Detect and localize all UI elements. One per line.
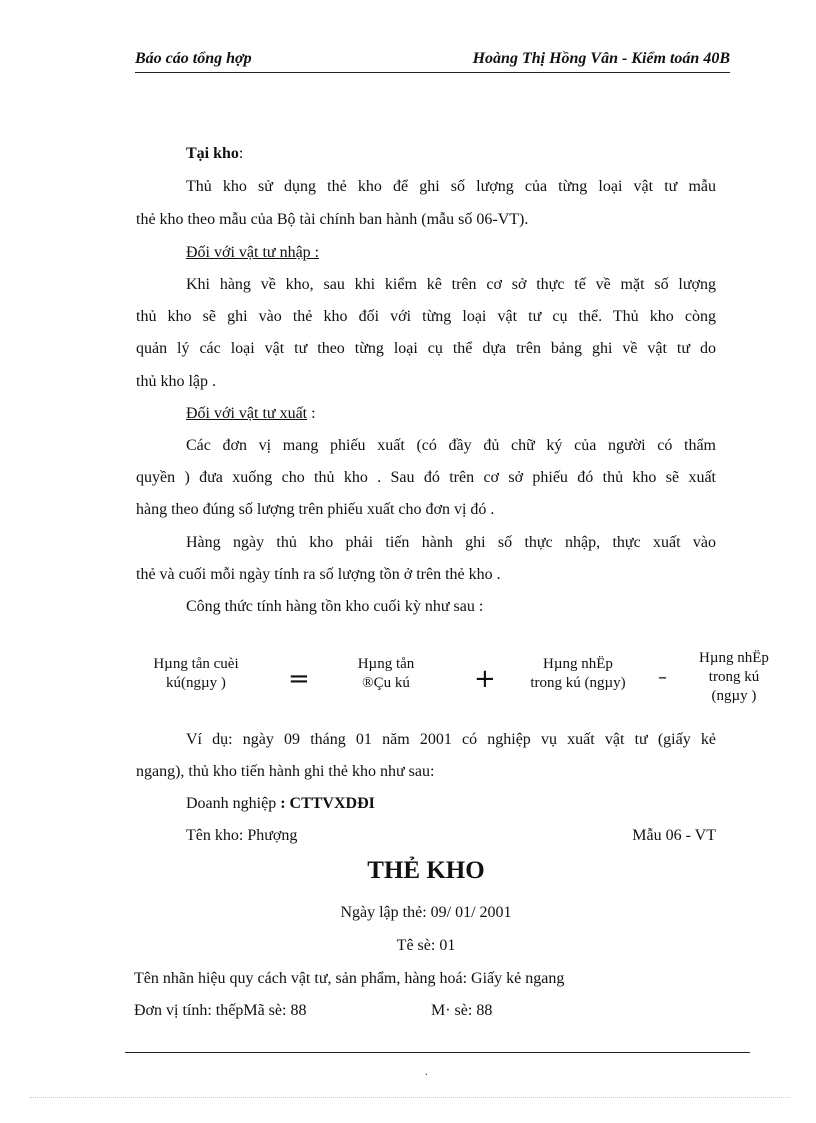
paragraph-line: thủ kho sẽ ghi vào thẻ kho đối với từng loại vật tư cụ thể. Thủ kho còng xyxy=(136,308,716,325)
card-title: THẺ KHO xyxy=(367,857,485,884)
formula-term-received: Hµng nhËp trong kú (ngµy) xyxy=(530,656,626,691)
paragraph-line: thẻ kho theo mẫu của Bộ tài chính ban hành (mẫu số 06-VT). xyxy=(136,211,529,228)
subheading-nhap: Đối với vật tư nhập : xyxy=(186,244,320,261)
footer-rule xyxy=(125,1052,750,1053)
paragraph-line: thẻ và cuối mỗi ngày tính ra số lượng tồn ở trên thẻ kho . xyxy=(136,566,501,583)
header-right: Hoàng Thị Hồng Vân - Kiểm toán 40B xyxy=(472,50,730,67)
paragraph-line: hàng theo đúng số lượng trên phiếu xuất cho đơn vị đó . xyxy=(136,501,495,518)
formula-term-issued: Hµng nhËp trong kú (ngµy ) xyxy=(699,650,769,704)
paragraph-line: thủ kho lập . xyxy=(136,373,216,390)
product-description: Tên nhãn hiệu quy cách vật tư, sản phẩm, hàng hoá: Giấy kẻ ngang xyxy=(134,970,565,987)
created-date: Ngày lập thẻ: 09/ 01/ 2001 xyxy=(340,904,512,921)
page-header xyxy=(135,50,730,73)
formula-term-opening-stock: Hµng tån ®Çu kú xyxy=(357,656,415,691)
unit-line: Đơn vị tính: thếpMã sè: 88 M· sè: 88 xyxy=(134,1002,493,1019)
paragraph-line: Công thức tính hàng tồn kho cuối kỳ như sau : xyxy=(186,598,484,615)
paragraph-line: ngang), thủ kho tiến hành ghi thẻ kho như sau: xyxy=(136,763,435,780)
paragraph-line: Thủ kho sử dụng thẻ kho để ghi số lượng của từng loại vật tư mẫu xyxy=(186,178,716,195)
subheading-xuat: Đối với vật tư xuất : xyxy=(186,405,316,422)
equals-sign: = xyxy=(288,664,310,694)
form-number: Mẫu 06 - VT xyxy=(632,827,716,844)
section-heading-tai-kho: Tại kho: xyxy=(186,145,244,162)
paragraph-line: Hàng ngày thủ kho phải tiến hành ghi số thực nhập, thực xuất vào xyxy=(186,534,716,551)
paragraph-line: Các đơn vị mang phiếu xuất (có đầy đủ chữ ký của người có thẩm xyxy=(186,437,716,454)
plus-sign: + xyxy=(474,664,496,694)
paragraph-line: Khi hàng về kho, sau khi kiểm kê trên cơ sở thực tế về mặt số lượng xyxy=(186,276,716,293)
item-code: M· sè: 88 xyxy=(431,1002,493,1019)
minus-sign: – xyxy=(658,667,667,688)
header-left: Báo cáo tổng hợp xyxy=(135,50,252,67)
enterprise-line: Doanh nghiệp : CTTVXDĐI xyxy=(186,795,375,812)
page-edge-dotted-line xyxy=(30,1097,790,1098)
warehouse-line: Tên kho: Phượng Mẫu 06 - VT xyxy=(186,827,716,844)
sheet-number: Tê sè: 01 xyxy=(396,937,456,954)
formula-term-ending-stock: Hµng tån cuèi kú(ngµy ) xyxy=(153,656,239,691)
paragraph-line: quyền ) đưa xuống cho thủ kho . Sau đó trên cơ sở phiếu đó thủ kho sẽ xuất xyxy=(136,469,716,486)
paragraph-line: Ví dụ: ngày 09 tháng 01 năm 2001 có nghiệp vụ xuất vật tư (giấy kẻ xyxy=(186,731,716,748)
footer-dot: . xyxy=(425,1067,428,1078)
paragraph-line: quản lý các loại vật tư theo từng loại cụ thể dựa trên bảng ghi về vật tư do xyxy=(136,340,716,357)
